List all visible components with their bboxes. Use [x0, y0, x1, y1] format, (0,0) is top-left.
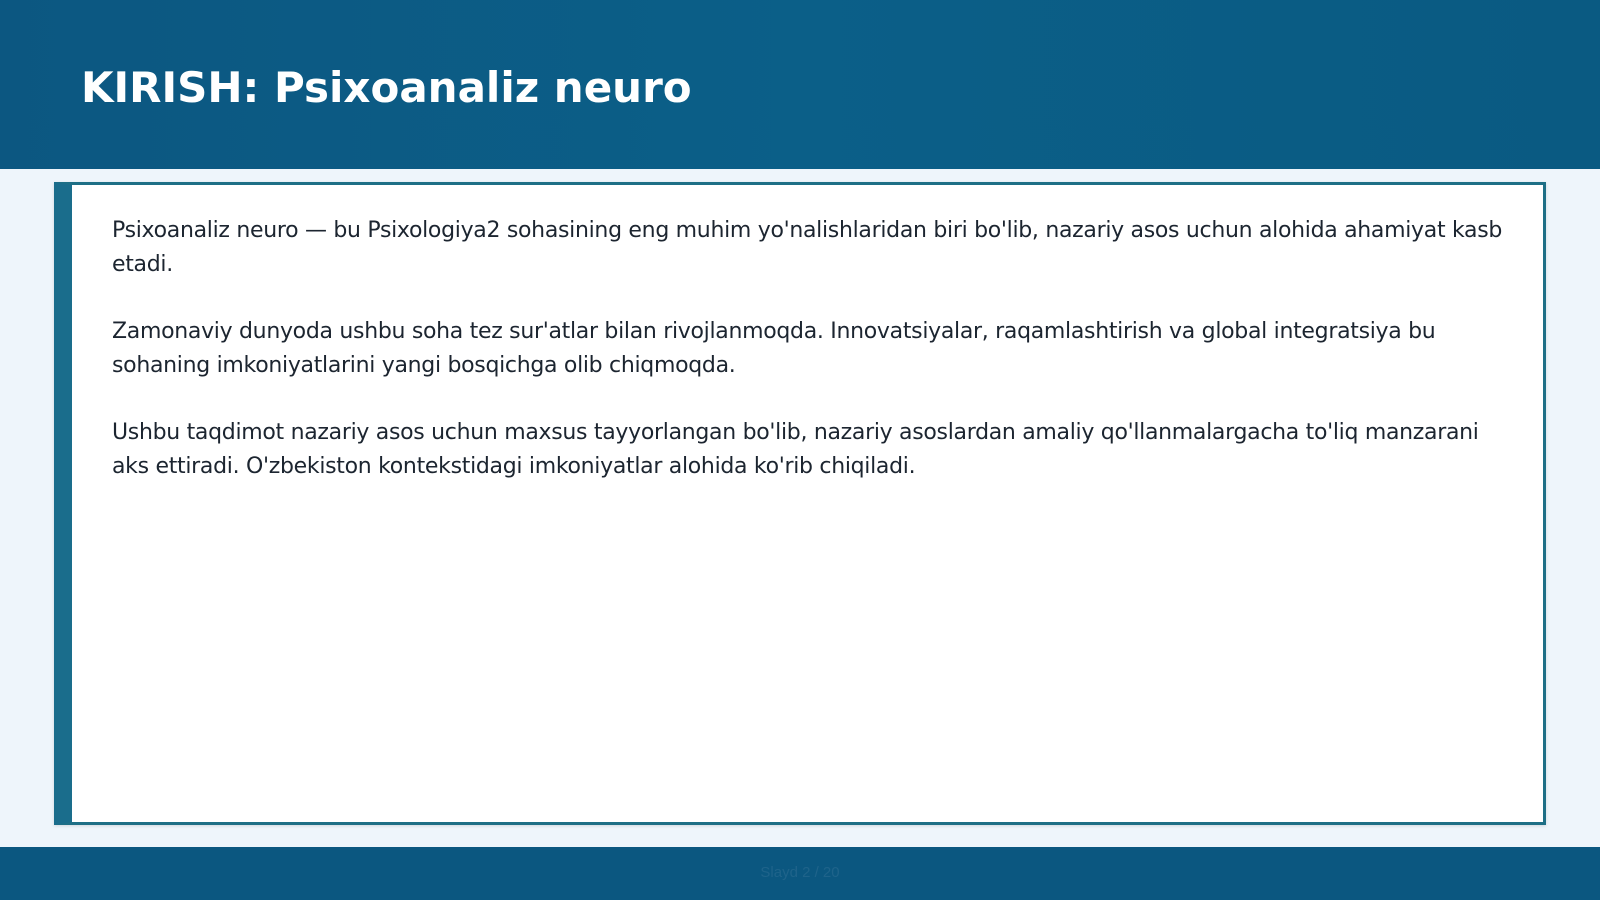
paragraph-presentation-purpose: Ushbu taqdimot nazariy asos uchun maxsus tayyorlangan bo'lib, nazariy asoslardan amaliy qo'llanmalargacha to'liq manzarani aks ettiradi. O'zbekiston kontekstidagi imkoniyatlar alohida ko'rib chiqiladi. — [112, 420, 1479, 479]
paragraph-modern-world: Zamonaviy dunyoda ushbu soha tez sur'atlar bilan rivojlanmoqda. Innovatsiyalar, raqamlashtirish va global integratsiya bu sohaning imkoniyatlarini yangi bosqichga olib chiqmoqda. — [112, 319, 1436, 378]
slide-number: Slayd 2 / 20 — [760, 864, 840, 881]
slide-footer — [0, 847, 1600, 900]
content-body — [112, 214, 1512, 517]
content-card — [54, 182, 1546, 825]
paragraph-intro: Psixoanaliz neuro — bu Psixologiya2 sohasining eng muhim yo'nalishlaridan biri bo'lib, nazariy asos uchun alohida ahamiyat kasb etadi. — [112, 218, 1503, 277]
slide-title: KIRISH: Psixoanaliz neuro — [81, 63, 692, 112]
slide-header — [0, 0, 1600, 169]
